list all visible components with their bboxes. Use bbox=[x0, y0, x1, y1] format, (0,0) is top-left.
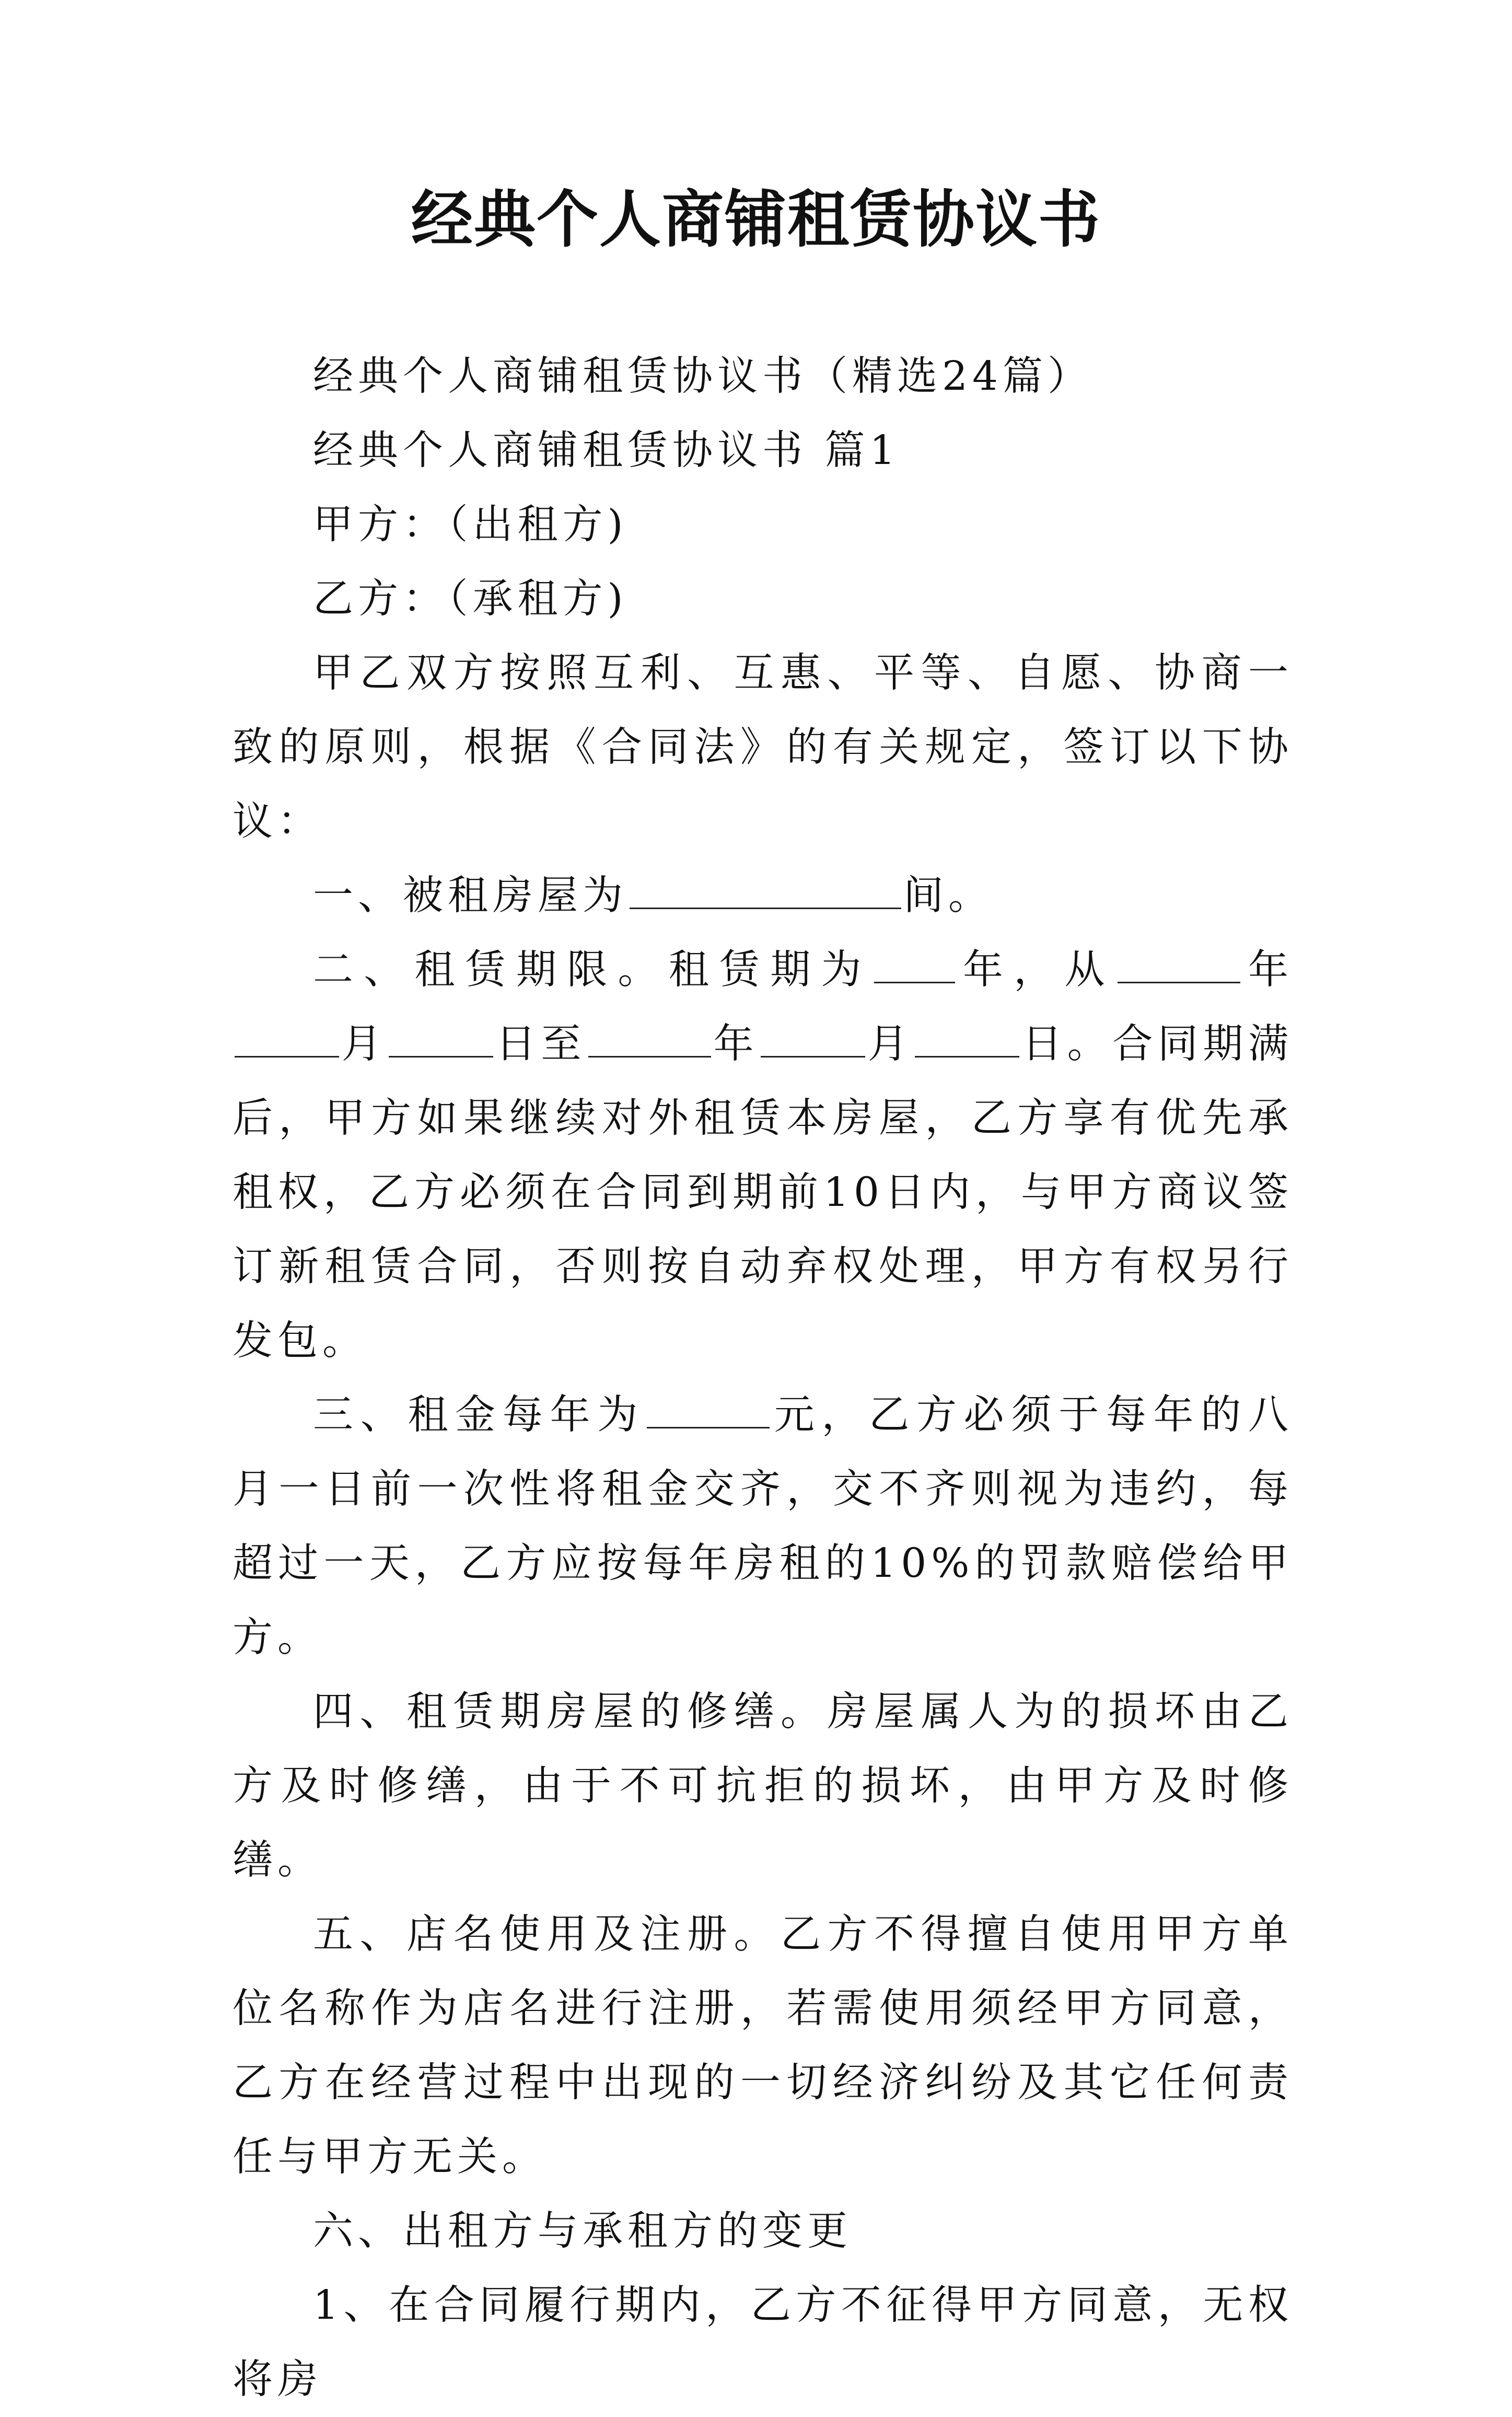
clause-2-text-g: 月 bbox=[867, 1021, 913, 1067]
blank-field-end-year bbox=[588, 1024, 711, 1058]
blank-field-years bbox=[874, 949, 955, 983]
clause-3-text-a: 三、租金每年为 bbox=[313, 1392, 645, 1438]
blank-field-start-month bbox=[235, 1024, 339, 1058]
clause-2-text-h: 日。合同期满后，甲方如果继续对外租赁本房屋，乙方享有优先承租权，乙方必须在合同到期前10日内，与甲方商议签订新租赁合同，否则按自动弃权处理，甲方有权另行发包。 bbox=[232, 1021, 1294, 1364]
blank-field-rent bbox=[647, 1395, 770, 1428]
blank-field-start-year bbox=[1118, 949, 1240, 983]
paragraph-clause-2 bbox=[232, 933, 1293, 1378]
clause-2-text-a: 二、租赁期限。租赁期为 bbox=[313, 947, 872, 993]
clause-2-text-b: 年，从 bbox=[957, 947, 1115, 993]
blank-field-room bbox=[630, 875, 901, 909]
paragraph-clause-6: 六、出租方与承租方的变更 bbox=[313, 2208, 852, 2255]
paragraph-clause-6-item-1: 1、在合同履行期内，乙方不征得甲方同意，无权将房 bbox=[232, 2282, 1293, 2403]
blank-field-end-month bbox=[761, 1024, 865, 1058]
clause-2-text-f: 年 bbox=[713, 1021, 759, 1067]
paragraph-clause-5: 五、店名使用及注册。乙方不得擅自使用甲方单位名称作为店名进行注册，若需使用须经甲方同意，乙方在经营过程中出现的一切经济纠纷及其它任何责任与甲方无关。 bbox=[232, 1911, 1293, 2180]
paragraph-clause-1 bbox=[232, 859, 1293, 933]
paragraph-preamble: 甲乙双方按照互利、互惠、平等、自愿、协商一致的原则，根据《合同法》的有关规定，签订以下协议： bbox=[232, 650, 1293, 845]
clause-1-text-b: 间。 bbox=[903, 873, 993, 919]
paragraph-party-b: 乙方：（承租方) bbox=[313, 576, 628, 622]
paragraph-party-a: 甲方：（出租方) bbox=[313, 502, 628, 548]
document-title: 经典个人商铺租赁协议书 bbox=[411, 183, 1101, 255]
paragraph-clause-3 bbox=[232, 1378, 1293, 1675]
paragraph-clause-4: 四、租赁期房屋的修缮。房屋属人为的损坏由乙方及时修缮，由于不可抗拒的损坏，由甲方及时修缮。 bbox=[232, 1689, 1293, 1884]
paragraph-subtitle: 经典个人商铺租赁协议书（精选24篇） bbox=[313, 353, 1092, 400]
paragraph-section-heading: 经典个人商铺租赁协议书 篇1 bbox=[313, 427, 900, 474]
clause-2-text-d: 月 bbox=[341, 1021, 387, 1067]
blank-field-start-day bbox=[389, 1024, 493, 1058]
clause-2-text-c: 年 bbox=[1242, 947, 1293, 993]
clause-2-text-e: 日至 bbox=[495, 1021, 587, 1067]
blank-field-end-day bbox=[915, 1024, 1019, 1058]
clause-1-text-a: 一、被租房屋为 bbox=[313, 873, 627, 919]
document-body bbox=[232, 340, 1293, 2417]
clause-3-text-b: 元，乙方必须于每年的八月一日前一次性将租金交齐，交不齐则视为违约，每超过一天，乙方应按每年房租的10%的罚款赔偿给甲方。 bbox=[232, 1392, 1294, 1661]
